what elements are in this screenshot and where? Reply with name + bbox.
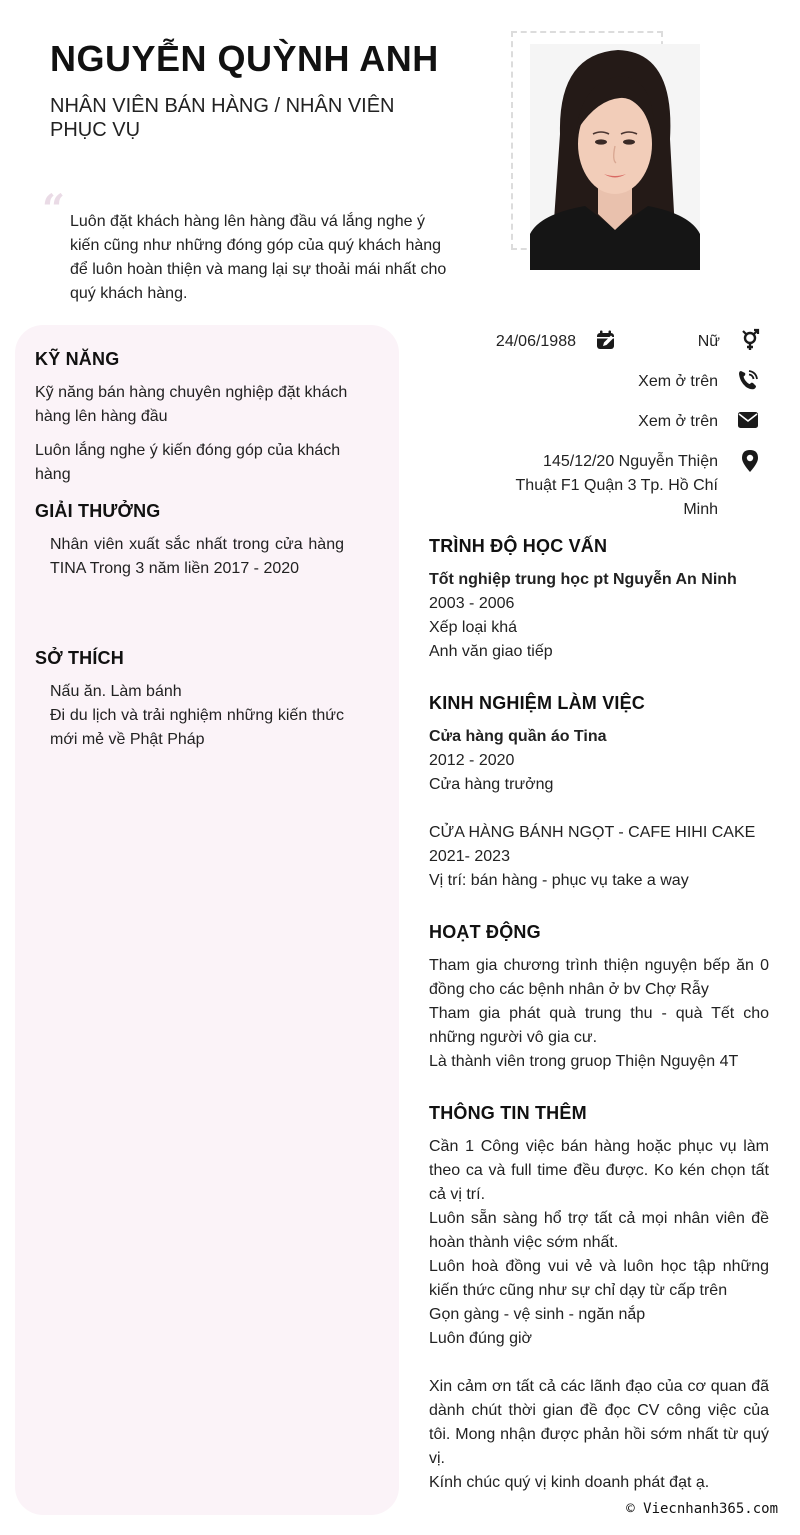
awards-title: GIẢI THƯỞNG <box>35 501 161 521</box>
activity-item: Là thành viên trong gruop Thiện Nguyện 4T <box>429 1053 739 1070</box>
activities-title: HOẠT ĐỘNG <box>429 922 541 942</box>
phone-value: Xem ở trên <box>638 373 718 390</box>
education-title: TRÌNH ĐỘ HỌC VẤN <box>429 536 608 556</box>
award-text: Nhân viên xuất sắc nhất trong cửa hàng TINA Trong 3 năm liền 2017 - 2020 <box>50 536 344 577</box>
phone-icon <box>736 368 760 392</box>
experience-line: Vị trí: bán hàng - phục vụ take a way <box>429 872 689 889</box>
copyright-notice: © Viecnhanh365.com <box>626 1501 778 1517</box>
additional-info-paragraph: Luôn đúng giờ <box>429 1330 533 1347</box>
activity-item: Tham gia phát quà trung thu - quà Tết cho những người vô gia cư. <box>429 1005 769 1046</box>
additional-info-paragraph: Gọn gàng - vệ sinh - ngăn nắp <box>429 1306 646 1323</box>
address-value: 145/12/20 Nguyễn Thiện Thuật F1 Quận 3 Tp. Hồ Chí Minh <box>515 453 718 518</box>
experience-title: KINH NGHIỆM LÀM VIỆC <box>429 693 646 713</box>
experience-line: Cửa hàng trưởng <box>429 776 554 793</box>
job-title: NHÂN VIÊN BÁN HÀNG / NHÂN VIÊN PHỤC VỤ <box>50 95 395 141</box>
map-pin-icon <box>738 449 762 473</box>
calendar-edit-icon <box>594 328 618 352</box>
skill-item: Luôn lắng nghe ý kiến đóng góp của khách hàng <box>35 442 341 483</box>
career-objective: Luôn đặt khách hàng lên hàng đầu vá lắng nghe ý kiến cũng như những đóng góp của quý khách hàng để luôn hoàn thiện và mang lại sự thoải mái nhất cho quý khách hàng. <box>70 213 447 302</box>
quote-mark: “ <box>42 186 66 233</box>
experience-line: CỬA HÀNG BÁNH NGỌT - CAFE HIHI CAKE <box>429 824 756 841</box>
education-line: 2003 - 2006 <box>429 595 515 612</box>
hobby-line: Đi du lịch và trải nghiệm những kiến thức mới mẻ về Phật Pháp <box>50 707 344 748</box>
skills-title: KỸ NĂNG <box>35 349 120 369</box>
additional-info-title: THÔNG TIN THÊM <box>429 1103 587 1123</box>
education-line: Xếp loại khá <box>429 619 518 636</box>
skill-item: Kỹ năng bán hàng chuyên nghiệp đặt khách hàng lên hàng đầu <box>35 384 348 425</box>
closing-wish: Kính chúc quý vị kinh doanh phát đạt ạ. <box>429 1474 710 1491</box>
activity-item: Tham gia chương trình thiện nguyện bếp ăn 0 đồng cho các bệnh nhân ở bv Chợ Rẫy <box>429 957 769 998</box>
experience-company: Cửa hàng quần áo Tina <box>429 728 607 745</box>
birthday-value: 24/06/1988 <box>495 333 576 350</box>
additional-info-paragraph: Cần 1 Công việc bán hàng hoặc phục vụ làm theo ca và full time đều được. Ko kén chọn tất cả vị trí. <box>429 1138 769 1203</box>
candidate-name: NGUYỄN QUỲNH ANH <box>50 38 439 79</box>
additional-info-paragraph: Luôn sẵn sàng hổ trợ tất cả mọi nhân viên đề hoàn thành việc sớm nhất. <box>429 1210 769 1251</box>
envelope-icon <box>736 408 760 432</box>
education-school: Tốt nghiệp trung học pt Nguyễn An Ninh <box>429 571 737 588</box>
gender-icon <box>738 328 762 352</box>
profile-photo <box>530 44 700 270</box>
additional-info-paragraph: Luôn hoà đồng vui vẻ và luôn học tập những kiến thức cũng như sự chỉ dạy từ cấp trên <box>429 1258 769 1299</box>
gender-value: Nữ <box>697 333 720 350</box>
experience-line: 2021- 2023 <box>429 848 510 865</box>
closing-paragraph: Xin cảm ơn tất cả các lãnh đạo của cơ quan đã dành chút thời gian đề đọc CV công việc của tôi. Mong nhận được phản hồi sớm nhất từ quý vị. <box>429 1378 769 1467</box>
experience-line: 2012 - 2020 <box>429 752 515 769</box>
education-line: Anh văn giao tiếp <box>429 643 553 660</box>
hobby-line: Nấu ăn. Làm bánh <box>50 683 182 700</box>
email-value: Xem ở trên <box>638 413 718 430</box>
hobbies-title: SỞ THÍCH <box>35 648 124 668</box>
